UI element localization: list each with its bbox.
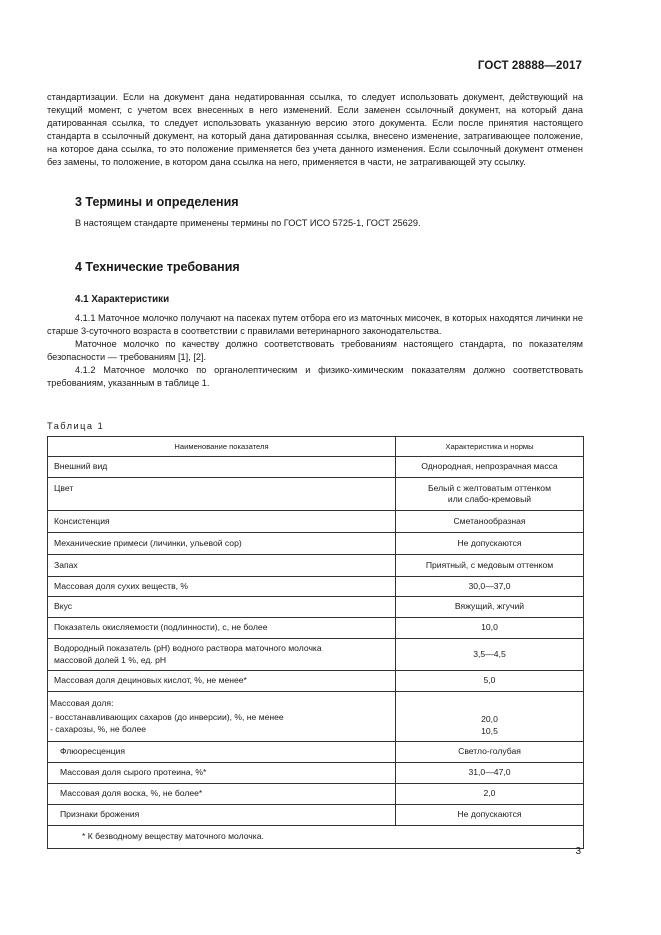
table-row xyxy=(48,639,584,671)
indicator-name: Запах xyxy=(48,555,396,577)
indicator-value: 30,0—37,0 xyxy=(396,577,584,597)
indicator-value-group xyxy=(396,692,584,742)
section-4-title: 4 Технические требования xyxy=(75,260,240,274)
document-code: ГОСТ 28888—2017 xyxy=(477,60,582,72)
mass-fraction-item: - восстанавливающих сахаров (до инверсии), %, не менее xyxy=(50,712,284,723)
indicator-value: 2,0 xyxy=(396,784,584,805)
indicator-value: 3,5—4,5 xyxy=(396,639,584,671)
mass-fraction-label: Массовая доля: xyxy=(50,697,114,708)
requirements-table xyxy=(47,436,584,849)
indicator-name: Массовая доля воска, %, не более* xyxy=(48,784,396,805)
indicator-name: Вкус xyxy=(48,597,396,618)
table-row xyxy=(48,618,584,639)
table-row xyxy=(48,763,584,784)
section-4-body xyxy=(47,312,583,390)
table-row xyxy=(48,671,584,692)
subsection-4-1-title: 4.1 Характеристики xyxy=(75,294,170,305)
indicator-value: Не допускаются xyxy=(396,533,584,555)
indicator-name: Водородный показатель (рН) водного раствора маточного молочка массовой долей 1 %, ед. рН xyxy=(48,639,396,671)
table-row xyxy=(48,555,584,577)
table-row xyxy=(48,784,584,805)
page-number: 3 xyxy=(575,846,581,857)
table-row xyxy=(48,533,584,555)
indicator-name: Массовая доля сырого протеина, %* xyxy=(48,763,396,784)
table-footnote-row xyxy=(48,826,584,849)
indicator-name: Консистенция xyxy=(48,511,396,533)
indicator-value: Приятный, с медовым оттенком xyxy=(396,555,584,577)
table-row xyxy=(48,457,584,478)
mass-fraction-value: 10,5 xyxy=(481,725,498,736)
indicator-value: Вяжущий, жгучий xyxy=(396,597,584,618)
table-row xyxy=(48,511,584,533)
indicator-value: Белый с желтоватым оттенком или слабо-кремовый xyxy=(396,478,584,511)
indicator-name: Показатель окисляемости (подлинности), с, не более xyxy=(48,618,396,639)
table-row-mass-fraction xyxy=(48,692,584,742)
table-row xyxy=(48,597,584,618)
column-header-indicator: Наименование показателя xyxy=(48,437,396,457)
table-row xyxy=(48,577,584,597)
indicator-name: Массовая доля дециновых кислот, %, не менее* xyxy=(48,671,396,692)
section-3-text: В настоящем стандарте применены термины по ГОСТ ИСО 5725-1, ГОСТ 25629. xyxy=(75,218,421,228)
indicator-value: Сметанообразная xyxy=(396,511,584,533)
table-row xyxy=(48,805,584,826)
indicator-name: Механические примеси (личинки, ульевой сор) xyxy=(48,533,396,555)
indicator-name: Признаки брожения xyxy=(48,805,396,826)
paragraph-quality: Маточное молочко по качеству должно соответствовать требованиям настоящего стандарта, по показателям безопасности — требованиям [1], [2]. xyxy=(47,339,583,362)
indicator-name: Массовая доля сухих веществ, % xyxy=(48,577,396,597)
indicator-name-group xyxy=(48,692,396,742)
table-row xyxy=(48,478,584,511)
column-header-norms: Характеристика и нормы xyxy=(396,437,584,457)
indicator-value: Светло-голубая xyxy=(396,742,584,763)
intro-text: стандартизации. Если на документ дана недатированная ссылка, то следует использовать документ, действующий на текущий момент, с учетом всех внесенных в него изменений. Если заменен ссылочный документ, на который дана датированная ссылка, то следует использовать указанную версию этого документа. Если после принятия настоящего стандарта в ссылочный документ, на который дана датированная ссылка, внесено изменение, затрагивающее положение, на которое дана ссылка, то это положение применяется без учета данного изменения. Если ссылочный документ отменен без замены, то положение, в котором дана ссылка на него, применяется в части, не затрагивающей эту ссылку. xyxy=(47,92,583,167)
indicator-value: 31,0—47,0 xyxy=(396,763,584,784)
intro-paragraph xyxy=(47,91,583,169)
table-row xyxy=(48,742,584,763)
indicator-name: Внешний вид xyxy=(48,457,396,478)
table-footnote: * К безводному веществу маточного молочка. xyxy=(48,826,584,849)
mass-fraction-value: 20,0 xyxy=(481,714,498,724)
paragraph-4-1-1: 4.1.1 Маточное молочко получают на пасеках путем отбора его из маточных мисочек, в которых находятся личинки не старше 3-суточного возраста в соответствии с правилами ветеринарного законодательства. xyxy=(47,313,583,336)
section-3-body xyxy=(47,217,583,230)
section-3-title: 3 Термины и определения xyxy=(75,195,239,209)
indicator-value: 5,0 xyxy=(396,671,584,692)
indicator-name: Цвет xyxy=(48,478,396,511)
indicator-value: 10,0 xyxy=(396,618,584,639)
table-header-row xyxy=(48,437,584,457)
indicator-value: Однородная, непрозрачная масса xyxy=(396,457,584,478)
paragraph-4-1-2: 4.1.2 Маточное молочко по органолептическим и физико-химическим показателям должно соответствовать требованиям, указанным в таблице 1. xyxy=(47,365,583,388)
table-caption: Таблица 1 xyxy=(47,421,105,431)
mass-fraction-item: - сахарозы, %, не более xyxy=(50,723,147,734)
indicator-name: Флюоресценция xyxy=(48,742,396,763)
indicator-value: Не допускаются xyxy=(396,805,584,826)
